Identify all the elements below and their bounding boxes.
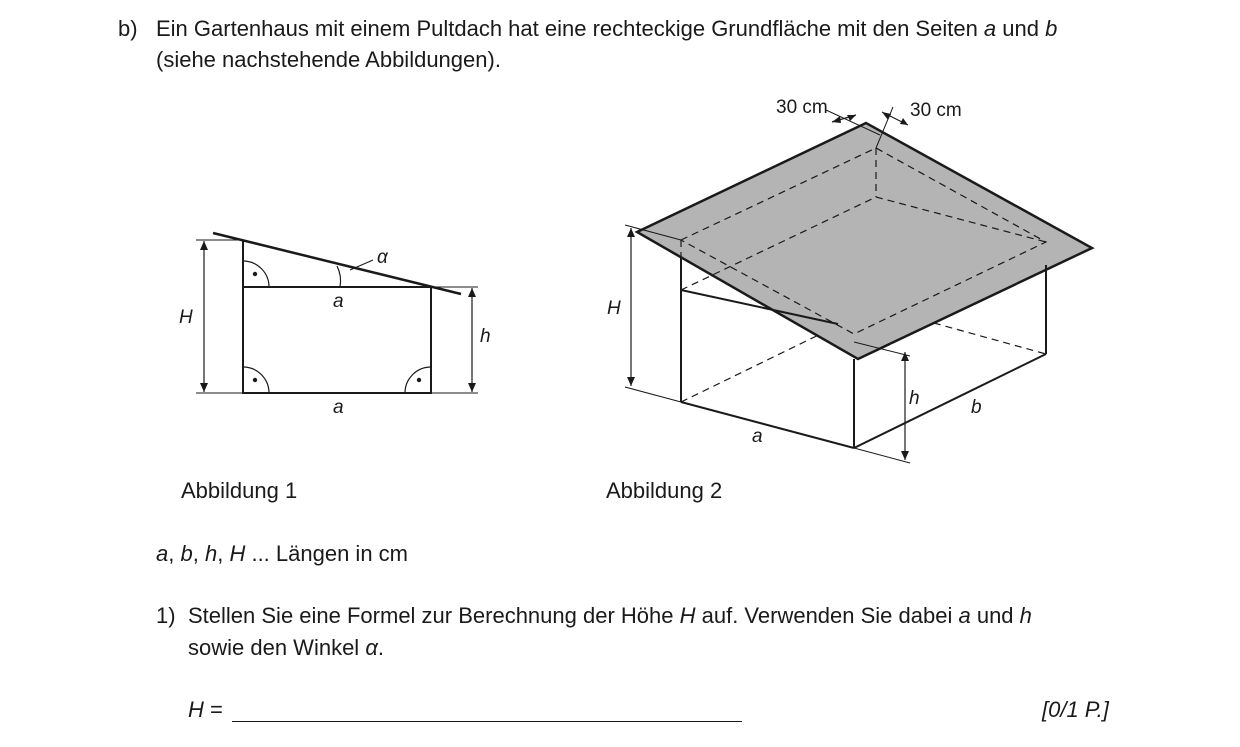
var-alpha: α	[365, 635, 378, 660]
answer-lhs	[188, 694, 223, 725]
question-text: und	[970, 603, 1020, 628]
var-H: H	[679, 603, 696, 628]
figure-1-cross-section	[196, 233, 478, 393]
question-text: sowie den Winkel	[188, 635, 366, 660]
question-line2	[188, 632, 384, 663]
var-H: H	[229, 541, 246, 566]
variable-legend	[156, 538, 408, 569]
label-overhang-left: 30 cm	[776, 97, 828, 118]
var-b: b	[180, 541, 193, 566]
task-text-part: und	[996, 16, 1046, 41]
question-number: 1)	[156, 603, 176, 628]
label-H: H	[179, 307, 193, 328]
question-text: .	[377, 635, 384, 660]
var-b: b	[1045, 16, 1058, 41]
label-overhang-right: 30 cm	[910, 100, 962, 121]
var-a: a	[983, 16, 997, 41]
question-text: Stellen Sie eine Formel zur Berechnung der Höhe	[188, 603, 680, 628]
answer-eq: =	[203, 697, 223, 722]
right-angle-dot	[253, 378, 257, 382]
var-a: a	[958, 603, 971, 628]
task-text-line2: (siehe nachstehende Abbildungen).	[156, 47, 501, 72]
roof-line	[213, 233, 461, 294]
question-text: auf. Verwenden Sie dabei	[695, 603, 959, 628]
caption-figure-1: Abbildung 1	[181, 478, 298, 503]
legend-sep: ,	[217, 541, 230, 566]
task-text-part: Ein Gartenhaus mit einem Pultdach hat eine rechteckige Grundfläche mit den Seiten	[156, 16, 984, 41]
legend-sep: ,	[192, 541, 205, 566]
question-line1	[188, 600, 1032, 631]
label-alpha: α	[377, 247, 388, 268]
var-H: H	[188, 697, 204, 722]
right-angle-dot	[417, 378, 421, 382]
var-a: a	[156, 541, 169, 566]
label-b: b	[971, 397, 982, 418]
answer-blank-line[interactable]	[232, 721, 742, 722]
right-angle-dot	[253, 272, 257, 276]
label-a: a	[752, 426, 763, 447]
alpha-arc	[337, 266, 341, 287]
points-badge: [0/1 P.]	[1042, 697, 1109, 722]
caption-figure-2: Abbildung 2	[606, 478, 723, 503]
label-h: h	[909, 388, 920, 409]
label-H: H	[607, 298, 621, 319]
var-h: h	[204, 541, 218, 566]
figure-2-isometric	[625, 107, 1092, 463]
legend-sep: ,	[168, 541, 181, 566]
var-h: h	[1019, 603, 1032, 628]
task-marker: b)	[118, 16, 138, 41]
legend-rest: ... Längen in cm	[245, 541, 408, 566]
h-ext-bottom	[854, 448, 910, 463]
label-a-bottom: a	[333, 397, 344, 418]
H-ext-bottom	[625, 387, 681, 402]
label-h: h	[480, 326, 491, 347]
label-a-top: a	[333, 291, 344, 312]
roof-plate	[637, 123, 1092, 359]
